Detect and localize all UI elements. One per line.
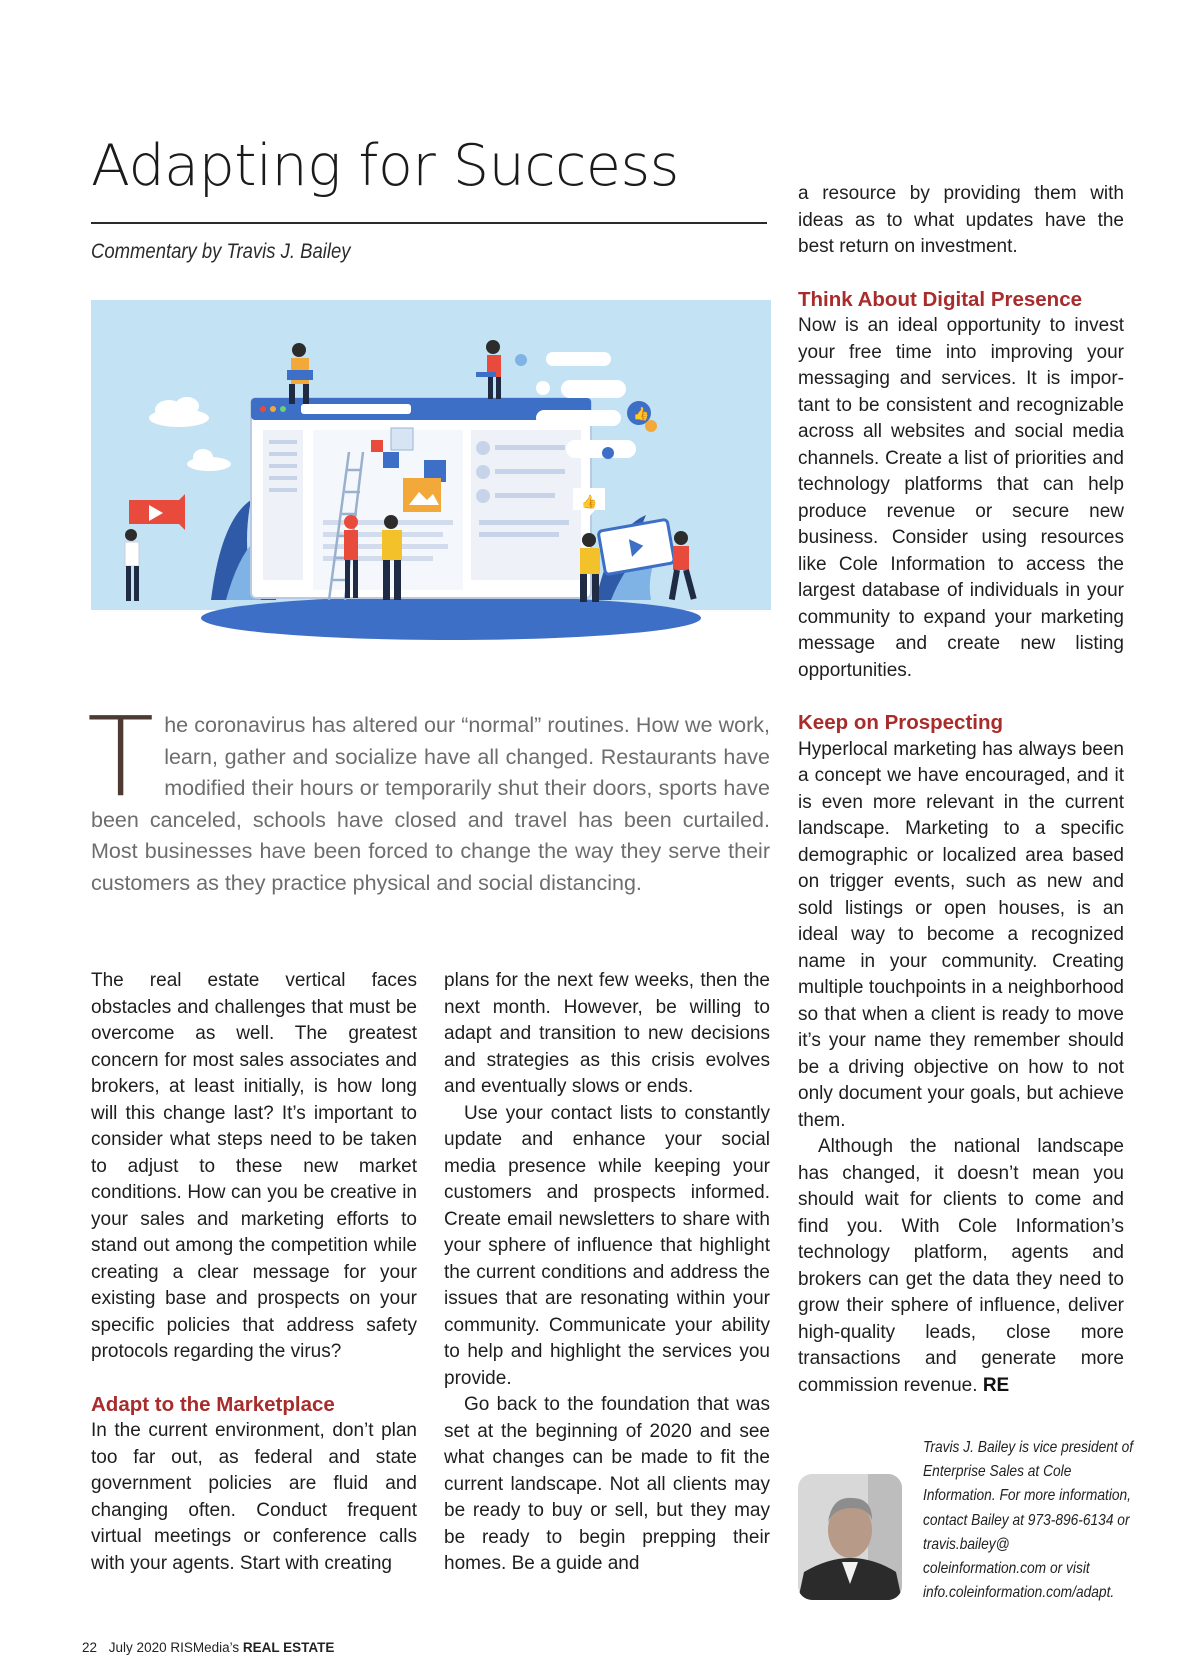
closing-text: Although the national landscape has changed, it doesn’t mean you should wait for clients to come and find you. With Cole Information’s technology platform, agents and brokers can get the data they need to grow their sphere of influence, deliver high-quality leads, close more transactions and generate more commission revenue. [798, 1136, 1124, 1396]
body-paragraph: a resource by providing them with ideas as to what updates have the best return on investment. [798, 183, 1124, 257]
byline: Commentary by Travis J. Bailey [91, 240, 351, 263]
article-title: Adapting for Success [91, 133, 679, 199]
publication-name: RISMedia’s [170, 1640, 240, 1655]
page-number: 22 [82, 1640, 98, 1655]
body-paragraph [798, 1134, 1124, 1399]
column-1 [91, 968, 417, 1577]
body-paragraph: Hyperlocal marketing has always been a concept we have encouraged, and it is even more relevant in the current landscape. Marketing to a specific demographic or localized area based on trigger events, such as new and sold listings or open houses, is an ideal way to become a recognized name in your community. Creating multiple touchpoints in a neighborhood so that when a client is ready to move it’s your name they remember should be a driving objective on how to not only document your goals, but achieve them. [798, 738, 1124, 1131]
body-paragraph: Now is an ideal opportunity to invest your free time into improving your messaging and services. It is important to be consistent and recognizable across all websites and social media channels. Create a list of priorities and technology platforms that can help produce revenue or secure new business. Consider using resources like Cole Information to access the largest database of individuals in your community to expand your marketing message and create new listing opportunities. [798, 315, 1124, 681]
lead-text: he coronavirus has altered our “normal” routines. How we work, learn, gather and socialize have all changed. Restaurants have modified their hours or temporarily shut their doors, sports have been canceled, schools have closed and travel has been curtailed. Most businesses have been forced to change the way they serve their customers as they practice physical and social distancing. [91, 713, 770, 895]
body-paragraph: In the current environment, don’t plan too far out, as federal and state government policies are fluid and changing often. Conduct frequent virtual meetings or conference calls with your agents. Start with creating [91, 1420, 417, 1574]
body-paragraph: plans for the next few weeks, then the next month. However, be willing to adapt and transition to new decisions and strategies as this crisis evolves and eventually slows or ends. [444, 970, 770, 1097]
body-paragraph: Use your contact lists to constantly update and enhance your social media presence while keeping your customers and prospects informed. Create email newsletters to share with your sphere of influence that highlight the current conditions and address the issues that are resonating within your community. Communicate your ability to help and highlight the services you provide. [444, 1102, 770, 1389]
title-divider [91, 222, 767, 224]
author-bio: Travis J. Bailey is vice president of Enterprise Sales at Cole Information. For more information, contact Bailey at 973-896-6134 or travis.bailey@ coleinformation.com or visit info.coleinformation.com/adapt. [923, 1439, 1134, 1602]
body-paragraph: The real estate vertical faces obstacles and challenges that must be overcome as well. The greatest concern for most sales associates and brokers, at least initially, is how long will this change last? It’s important to consider what steps need to be taken to adjust to these new market conditions. How can you be creative in your sales and marketing efforts to stand out among the competition while creating a clear message for your existing base and prospects on your specific policies that address safety protocols regarding the virus? [91, 970, 417, 1362]
end-mark: RE [982, 1374, 1010, 1396]
page-footer [82, 1640, 334, 1655]
drop-cap: T [87, 693, 155, 821]
author-photo [798, 1474, 902, 1600]
thumbs-up-icon: 👍 [633, 407, 650, 422]
lead-paragraph [87, 693, 770, 899]
section-heading-digital: Think About Digital Presence [798, 287, 1083, 311]
hero-illustration [91, 300, 771, 657]
column-3 [798, 181, 1124, 1399]
section-heading-adapt: Adapt to the Marketplace [91, 1392, 335, 1416]
issue-date: July 2020 [108, 1640, 167, 1655]
svg-text:👍: 👍 [581, 495, 598, 510]
body-paragraph: Go back to the foundation that was set at the beginning of 2020 and see what changes can be made to fit the current landscape. Not all clients may be ready to buy or sell, but they may be ready to begin prepping their homes. Be a guide and [444, 1394, 770, 1574]
section-heading-prospecting: Keep on Prospecting [798, 711, 1004, 734]
column-2 [444, 968, 770, 1578]
section-name: REAL ESTATE [242, 1640, 335, 1655]
